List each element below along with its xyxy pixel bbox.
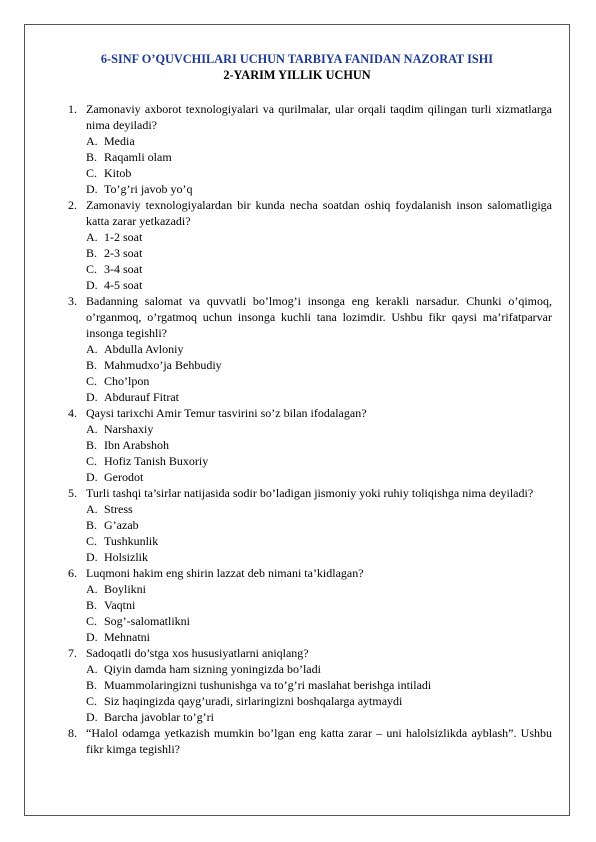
option-text: Barcha javoblar to’g’ri: [104, 710, 214, 724]
option: [64, 469, 552, 485]
question-number: 7.: [68, 646, 77, 660]
option-letter: A.: [86, 422, 98, 436]
option: [64, 421, 552, 437]
option-text: Raqamli olam: [104, 150, 172, 164]
option-letter: D.: [86, 182, 98, 196]
question-text: “Halol odamga yetkazish mumkin bo’lgan eng katta zarar – uni halolsizlikda ayblash”. Ushbu fikr kimga tegishli?: [86, 726, 552, 756]
option: [64, 661, 552, 677]
option-letter: A.: [86, 134, 98, 148]
question-2: [64, 197, 552, 229]
question-1: [64, 101, 552, 133]
question-number: 3.: [68, 294, 77, 308]
option-letter: B.: [86, 518, 98, 532]
option-text: Kitob: [104, 166, 132, 180]
option: [64, 581, 552, 597]
option-letter: A.: [86, 662, 98, 676]
option: [64, 181, 552, 197]
option-text: Muammolaringizni tushunishga va to’g’ri maslahat berishga intiladi: [104, 678, 432, 692]
question-text: Turli tashqi ta’sirlar natijasida sodir bo’ladigan jismoniy yoki ruhiy toliqishga nima deyiladi?: [86, 486, 534, 500]
option-text: To’g’ri javob yo’q: [104, 182, 193, 196]
option-text: Siz haqingizda qayg’uradi, sirlaringizni boshqalarga aytmaydi: [104, 694, 403, 708]
title-line-1: 6-SINF O’QUVCHILARI UCHUN TARBIYA FANIDAN NAZORAT ISHI: [100, 52, 494, 66]
option: [64, 709, 552, 725]
question-5: [64, 485, 552, 501]
option-text: Boylikni: [104, 582, 147, 596]
option: [64, 261, 552, 277]
question-7: [64, 645, 552, 661]
option-text: Hofiz Tanish Buxoriy: [104, 454, 209, 468]
option-letter: A.: [86, 230, 98, 244]
option: [64, 245, 552, 261]
question-text: Luqmoni hakim eng shirin lazzat deb nimani ta’kidlagan?: [86, 566, 364, 580]
option: [64, 549, 552, 565]
option-letter: C.: [86, 614, 98, 628]
option: [64, 133, 552, 149]
option-letter: C.: [86, 262, 98, 276]
question-6: [64, 565, 552, 581]
option: [64, 277, 552, 293]
option-letter: B.: [86, 678, 98, 692]
option: [64, 501, 552, 517]
option-text: Sog’-salomatlikni: [104, 614, 190, 628]
option-letter: C.: [86, 374, 98, 388]
option-text: Mehnatni: [104, 630, 150, 644]
question-text: Zamonaviy texnologiyalardan bir kunda necha soatdan oshiq foydalanish inson salomatligiga katta zarar yetkazadi?: [86, 198, 552, 228]
question-text: Zamonaviy axborot texnologiyalari va qurilmalar, ular orqali taqdim qilingan turli xizmatlarga nima deyiladi?: [86, 102, 552, 132]
question-number: 5.: [68, 486, 77, 500]
option-text: Stress: [104, 502, 133, 516]
option: [64, 693, 552, 709]
title-line-2: 2-YARIM YILLIK UCHUN: [223, 68, 371, 82]
option-text: 4-5 soat: [104, 278, 143, 292]
question-3: [64, 293, 552, 341]
option-text: Ibn Arabshoh: [104, 438, 169, 452]
option: [64, 533, 552, 549]
option-text: Mahmudxo’ja Behbudiy: [104, 358, 222, 372]
option: [64, 373, 552, 389]
option-text: Cho’lpon: [104, 374, 150, 388]
option-text: Vaqtni: [104, 598, 136, 612]
option-letter: D.: [86, 630, 98, 644]
option: [64, 437, 552, 453]
question-text: Badanning salomat va quvvatli bo’lmog’i insonga eng kerakli narsadur. Chunki o’qimoq, o’rganmoq, o’rgatmoq uchun insonga kuchli tana lozimdir. Ushbu fikr qaysi ma’rifatparvar insonga tegishli?: [86, 294, 552, 340]
option-letter: B.: [86, 150, 98, 164]
option: [64, 453, 552, 469]
option-letter: D.: [86, 390, 98, 404]
option-letter: B.: [86, 598, 98, 612]
option: [64, 149, 552, 165]
option: [64, 357, 552, 373]
option: [64, 517, 552, 533]
question-list: [64, 101, 552, 757]
option-text: Gerodot: [104, 470, 144, 484]
option-text: Narshaxiy: [104, 422, 154, 436]
option-letter: A.: [86, 502, 98, 516]
option-text: Media: [104, 134, 135, 148]
option: [64, 229, 552, 245]
option-text: Holsizlik: [104, 550, 148, 564]
option-letter: C.: [86, 166, 98, 180]
option-letter: A.: [86, 582, 98, 596]
option-letter: B.: [86, 438, 98, 452]
option-letter: B.: [86, 358, 98, 372]
option-letter: D.: [86, 550, 98, 564]
option: [64, 165, 552, 181]
option: [64, 389, 552, 405]
option-letter: D.: [86, 710, 98, 724]
question-number: 4.: [68, 406, 77, 420]
option: [64, 597, 552, 613]
question-text: Sadoqatli do’stga xos hususiyatlarni aniqlang?: [86, 646, 309, 660]
option-text: 3-4 soat: [104, 262, 143, 276]
option: [64, 613, 552, 629]
option-letter: D.: [86, 278, 98, 292]
option: [64, 629, 552, 645]
question-text: Qaysi tarixchi Amir Temur tasvirini so’z bilan ifodalagan?: [86, 406, 367, 420]
option-letter: C.: [86, 454, 98, 468]
option: [64, 341, 552, 357]
option: [64, 677, 552, 693]
option-text: G’azab: [104, 518, 139, 532]
document-title: [24, 51, 570, 83]
option-text: Abdurauf Fitrat: [104, 390, 179, 404]
question-number: 1.: [68, 102, 77, 116]
option-letter: B.: [86, 246, 98, 260]
option-text: Qiyin damda ham sizning yoningizda bo’ladi: [104, 662, 321, 676]
question-8: [64, 725, 552, 757]
option-letter: C.: [86, 534, 98, 548]
question-4: [64, 405, 552, 421]
question-number: 8.: [68, 726, 77, 740]
option-letter: A.: [86, 342, 98, 356]
option-text: 2-3 soat: [104, 246, 143, 260]
question-number: 6.: [68, 566, 77, 580]
option-letter: C.: [86, 694, 98, 708]
option-text: 1-2 soat: [104, 230, 143, 244]
option-letter: D.: [86, 470, 98, 484]
option-text: Abdulla Avloniy: [104, 342, 184, 356]
option-text: Tushkunlik: [104, 534, 159, 548]
question-number: 2.: [68, 198, 77, 212]
